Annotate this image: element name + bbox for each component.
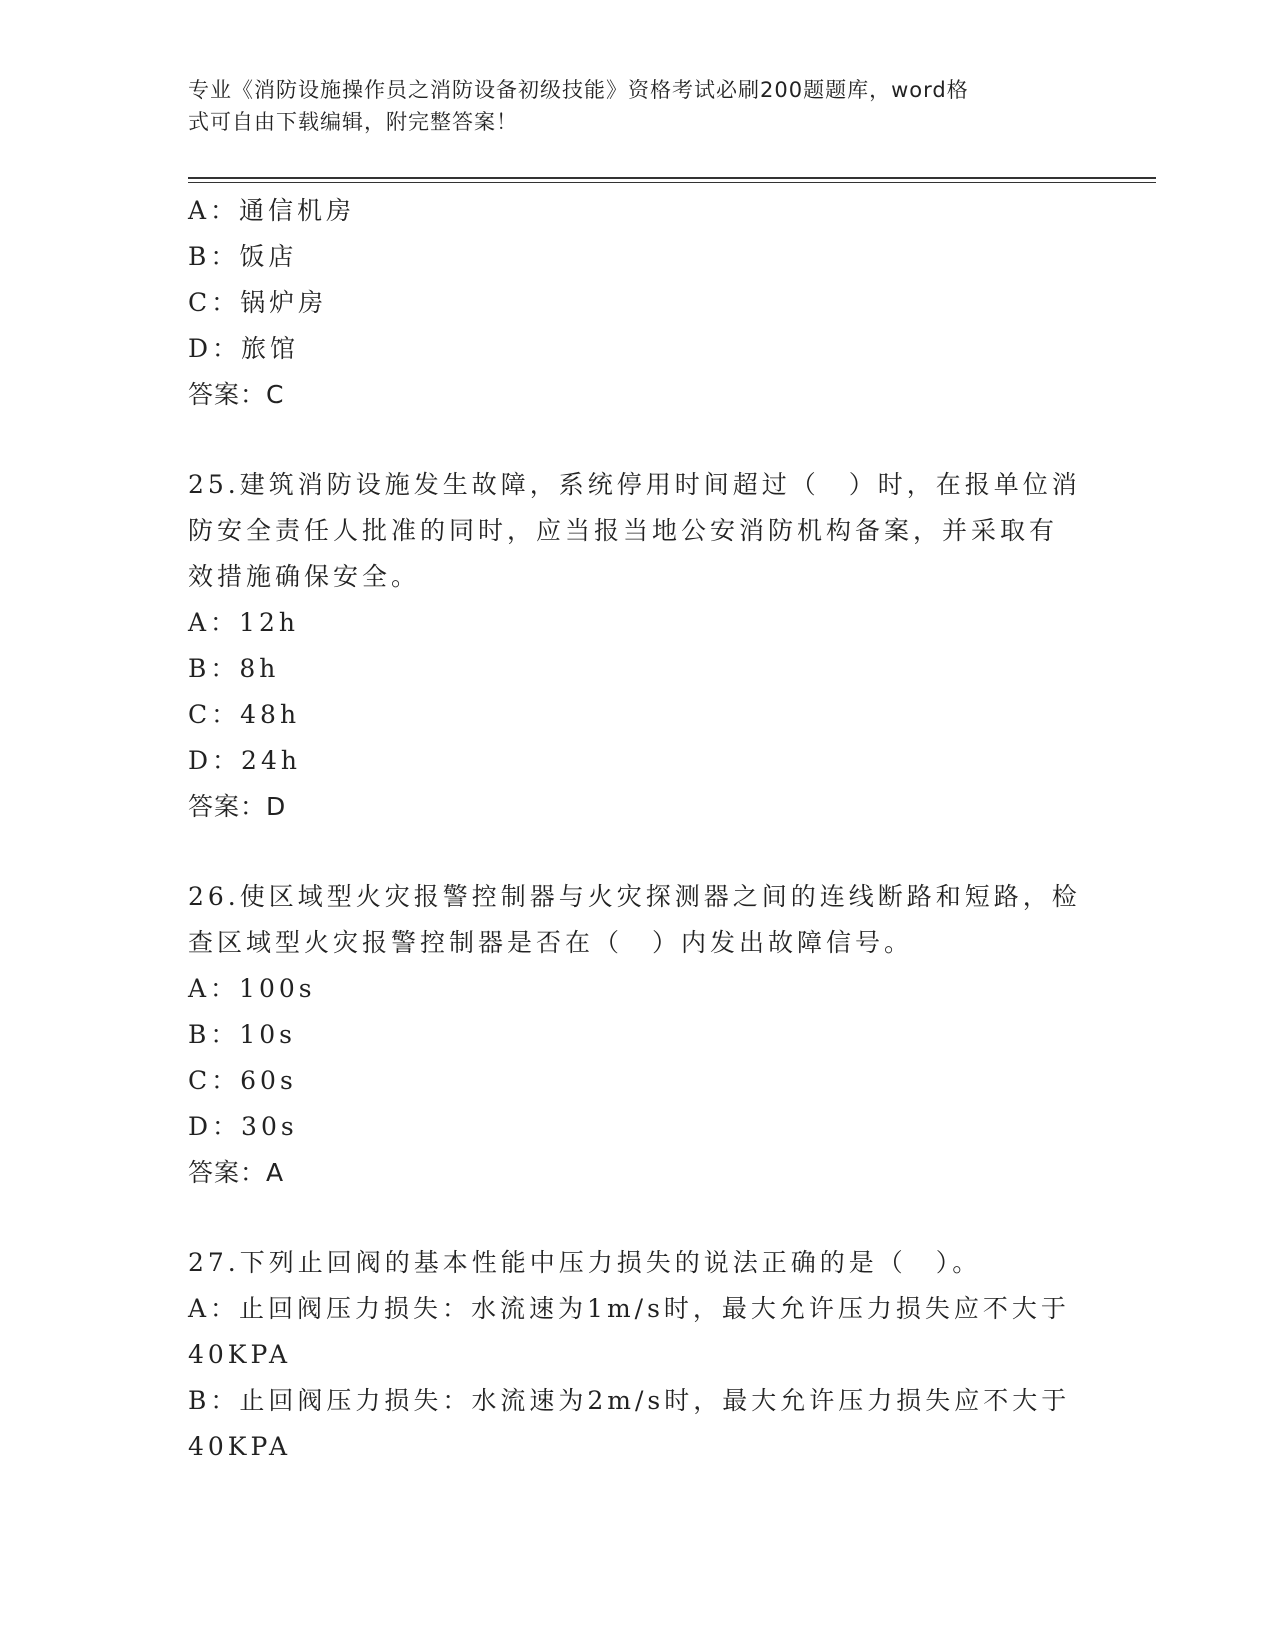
answer-line: 答案：C: [188, 380, 285, 409]
option-b-continued: 40KPA: [188, 1432, 292, 1461]
question-26: [188, 874, 1088, 1196]
option-a: A：通信机房: [188, 196, 356, 225]
option-a: A：止回阀压力损失：水流速为1m/s时，最大允许压力损失应不大于: [188, 1294, 1070, 1323]
option-c: C：锅炉房: [188, 288, 328, 317]
question-stem-line: 27.下列止回阀的基本性能中压力损失的说法正确的是（ ）。: [188, 1248, 982, 1277]
option-b: B：饭店: [188, 242, 298, 271]
header-line-2: 式可自由下载编辑，附完整答案！: [188, 110, 518, 134]
spacer: [188, 830, 1088, 874]
option-b: B：止回阀压力损失：水流速为2m/s时，最大允许压力损失应不大于: [188, 1386, 1071, 1415]
option-b: B：8h: [188, 654, 280, 683]
question-stem-line: 防安全责任人批准的同时，应当报当地公安消防机构备案，并采取有: [188, 516, 1059, 545]
option-d: D：30s: [188, 1112, 298, 1141]
question-content: [188, 188, 1088, 1470]
option-a: A：100s: [188, 974, 316, 1003]
option-d: D：24h: [188, 746, 301, 775]
answer-line: 答案：A: [188, 1158, 285, 1187]
question-stem-line: 效措施确保安全。: [188, 562, 421, 591]
option-d: D：旅馆: [188, 334, 300, 363]
question-stem-line: 25.建筑消防设施发生故障，系统停用时间超过（ ）时，在报单位消: [188, 470, 1081, 499]
question-stem-line: 26.使区域型火灾报警控制器与火灾探测器之间的连线断路和短路，检: [188, 882, 1081, 911]
question-stem-line: 查区域型火灾报警控制器是否在（ ）内发出故障信号。: [188, 928, 914, 957]
spacer: [188, 418, 1088, 462]
option-c: C：48h: [188, 700, 301, 729]
header-line-1: 专业《消防设施操作员之消防设备初级技能》资格考试必刷200题题库，word格: [188, 78, 969, 102]
question-24: [188, 188, 1088, 418]
option-c: C：60s: [188, 1066, 297, 1095]
header-divider-thick: [188, 177, 1156, 179]
document-header: [188, 74, 1088, 138]
question-25: [188, 462, 1088, 830]
header-divider-thin: [188, 182, 1156, 183]
question-27: [188, 1240, 1088, 1470]
answer-line: 答案：D: [188, 792, 287, 821]
option-a-continued: 40KPA: [188, 1340, 292, 1369]
spacer: [188, 1196, 1088, 1240]
option-b: B：10s: [188, 1020, 297, 1049]
option-a: A：12h: [188, 608, 299, 637]
